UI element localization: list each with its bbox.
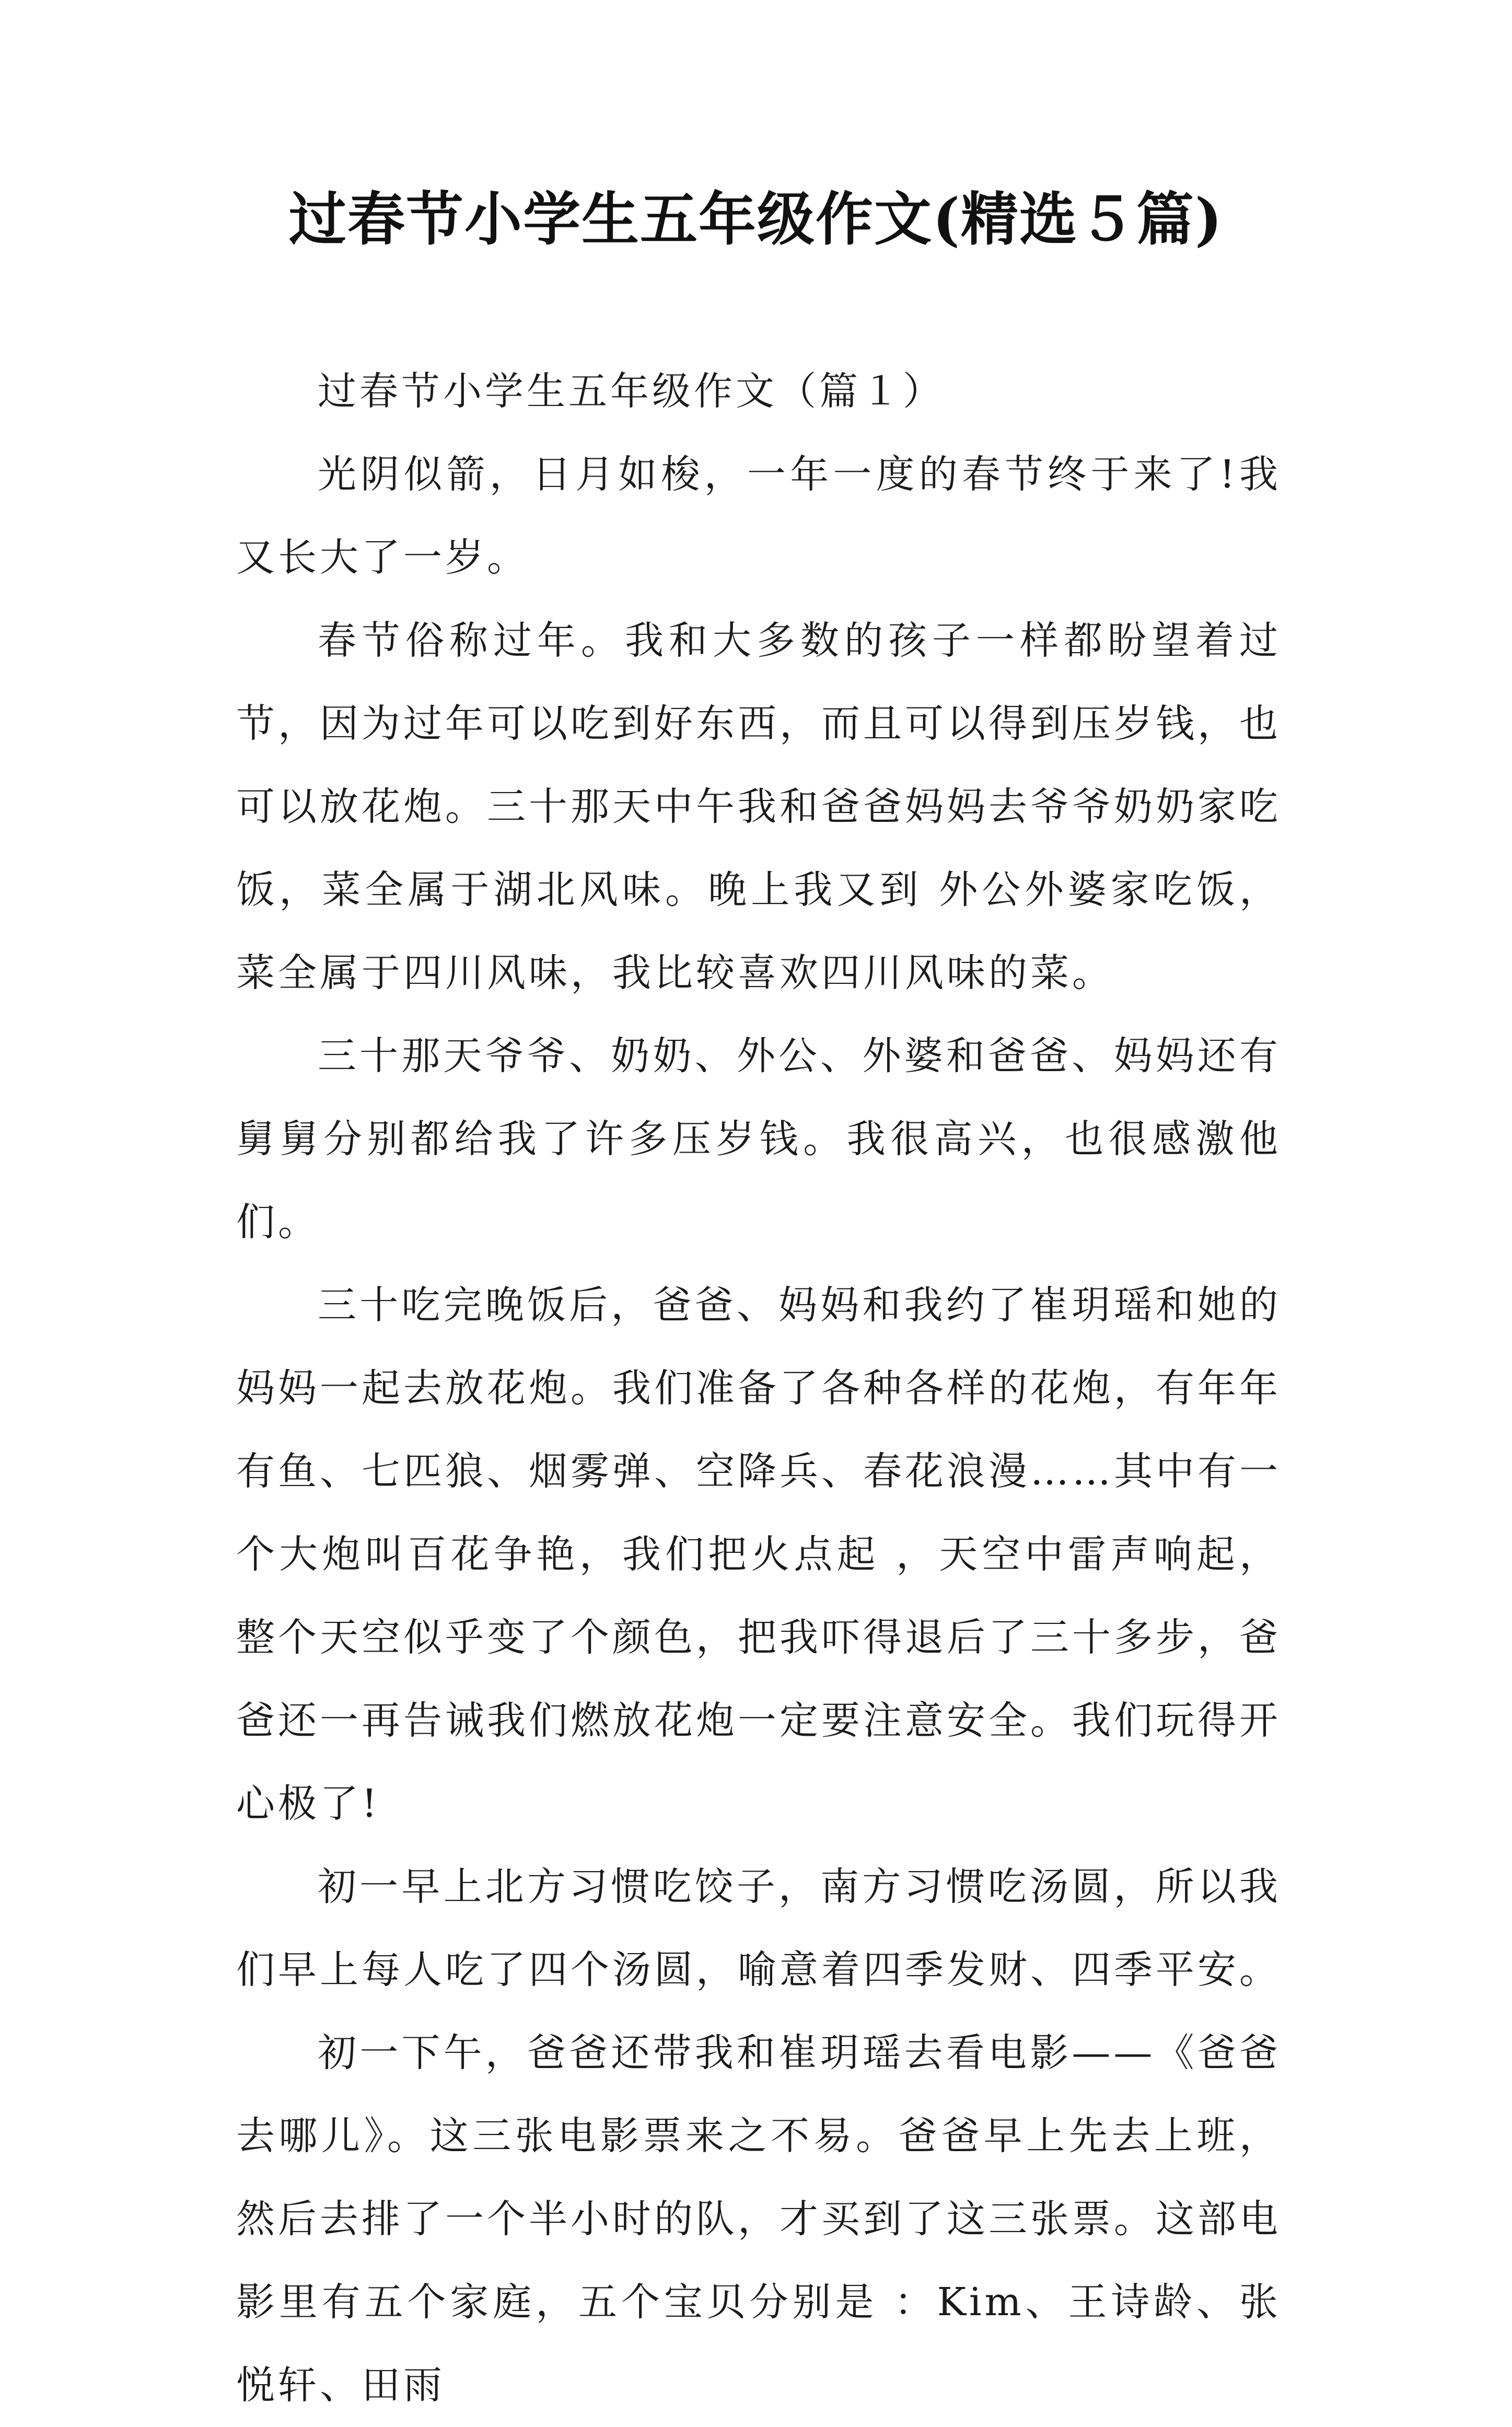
section-heading: 过春节小学生五年级作文（篇１） [318, 369, 945, 414]
paragraph: 初一早上北方习惯吃饺子，南方习惯吃汤圆，所以我们早上每人吃了四个汤圆，喻意着四季发财、四季平安。 [236, 1864, 1281, 1992]
paragraph: 春节俗称过年。我和大多数的孩子一样都盼望着过节，因为过年可以吃到好东西，而且可以得到压岁钱，也可以放花炮。三十那天中午我和爸爸妈妈去爷爷奶奶家吃饭，菜全属于湖北风味。晚上我又到 外公外婆家吃饭，菜全属于四川风味，我比较喜欢四川风味的菜。 [236, 618, 1281, 995]
paragraph: 光阴似箭，日月如梭，一年一度的春节终于来了!我又长大了一岁。 [236, 452, 1281, 580]
paragraph: 三十那天爷爷、奶奶、外公、外婆和爸爸、妈妈还有舅舅分别都给我了许多压岁钱。我很高兴，也很感激他们。 [236, 1033, 1281, 1245]
document-title: 过春节小学生五年级作文(精选５篇) [288, 185, 1224, 253]
document-body [236, 350, 1281, 2427]
paragraph: 初一下午，爸爸还带我和崔玥瑶去看电影——《爸爸去哪儿》。这三张电影票来之不易。爸爸早上先去上班，然后去排了一个半小时的队，才买到了这三张票。这部电影里有五个家庭，五个宝贝分别是 ：Kim、王诗龄、张悦轩、田雨 [236, 2030, 1281, 2408]
paragraph: 三十吃完晚饭后，爸爸、妈妈和我约了崔玥瑶和她的妈妈一起去放花炮。我们准备了各种各样的花炮，有年年有鱼、七匹狼、烟雾弹、空降兵、春花浪漫……其中有一个大炮叫百花争艳，我们把火点起 ，天空中雷声响起，整个天空似乎变了个颜色，把我吓得退后了三十多步，爸爸还一再告诫我们燃放花炮一定要注意安全。我们玩得开心极了! [236, 1283, 1281, 1826]
